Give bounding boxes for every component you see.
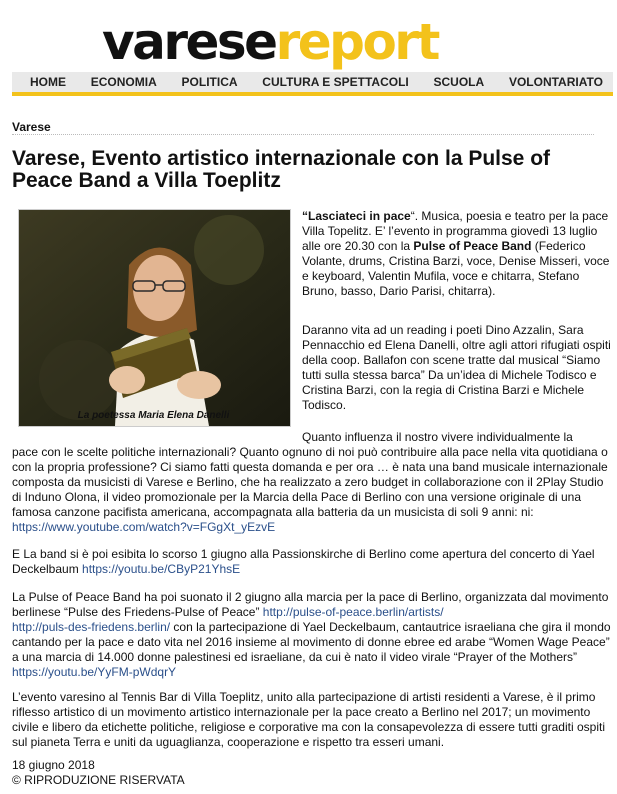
youtube-link-1[interactable]: https://www.youtube.com/watch?v=FGgXt_yEzvE [12, 520, 276, 534]
question-paragraph-start: Quanto influenza il nostro vivere individualmente la [302, 430, 573, 444]
divider [12, 134, 594, 135]
article-photo [18, 209, 291, 427]
question-paragraph: pace con le scelte politiche internazionali? Quanto ognuno di noi può contribuire alla pace nella vita quotidiana o con la propria professione? Ci siamo fatti questa domanda e per ora … è nata una band musicale internazionale composta da musicisti di Varese e Berlino, che ha realizzato a zero budget in collaborazione con il 2Play Studio di Induno Olona, il video promozionale per la Marcia della Pace di Berlino con una versione originale di una famosa canzone pacifista americana, accompagnata alla batteria da un musicista di soli 9 anni: ni: https://www.youtube.com/watch?v=FGgXt_yEzvE [12, 445, 608, 534]
youtube-link-3[interactable]: https://youtu.be/YyFM-pWdqrY [12, 665, 177, 679]
passionskirche-paragraph: E La band si è poi esibita lo scorso 1 giugno alla Passionskirche di Berlino come apertura del concerto di Yael Deckelbaum https://youtu.be/CByP21YhsE [12, 547, 595, 576]
reading-paragraph: Daranno vita ad un reading i poeti Dino Azzalin, Sara Pennacchio ed Elena Danelli, oltre agli attori rifugiati ospiti della coop. Ballafon con scene tratte dal musical “Siamo tutti sulla stessa barca” Da un’idea di Michele Todisco e Cristina Barzi, con la regia di Cristina Barzi e Michele Todisco. [302, 323, 611, 412]
youtube-link-2[interactable]: https://youtu.be/CByP21YhsE [82, 562, 241, 576]
puls-des-friedens-link[interactable]: http://puls-des-friedens.berlin/ [12, 620, 171, 634]
intro-paragraph: “Lasciateci in pace“. Musica, poesia e teatro per la pace Villa Topelitz. E’ l’evento in programma giovedì 13 luglio alle ore 20.30 con la Pulse of Peace Band (Federico Volante, drums, Cristina Barzi, voce, Denise Misseri, voce e keyboard, Valentin Mufila, voce e chitarra, Stefano Bruno, basso, Dario Parisi, chitarra). [302, 209, 610, 298]
copyright-notice: © RIPRODUZIONE RISERVATA [12, 773, 185, 787]
nav-politica[interactable]: POLITICA [181, 75, 238, 89]
nav-scuola[interactable]: SCUOLA [433, 75, 485, 89]
article-title: Varese, Evento artistico internazionale con la Pulse of Peace Band a Villa Toeplitz [12, 147, 551, 192]
closing-paragraph: L’evento varesino al Tennis Bar di Villa Toeplitz, unito alla partecipazione di artisti residenti a Varese, è il primo riflesso artistico di un movimento artistico internazionale per la pace creato a Berlino nel 2017; un movimento civile e libero da etichette politiche, religiose e corporative ma con la consapevolezza di essere tutti graditi ospiti sul pianeta Terra e uniti da uguaglianza, cooperazione e rispetto tra esseri umani. [12, 690, 605, 749]
section-label[interactable]: Varese [12, 120, 51, 134]
photo-caption: La poetessa Maria Elena Danelli [77, 410, 230, 421]
pulse-of-peace-link[interactable]: http://pulse-of-peace.berlin/artists/ [262, 605, 444, 619]
nav-economia[interactable]: ECONOMIA [90, 75, 157, 89]
nav-home[interactable]: HOME [30, 75, 66, 89]
nav-volontariato[interactable]: VOLONTARIATO [508, 75, 603, 89]
nav-cultura[interactable]: CULTURA E SPETTACOLI [262, 75, 409, 89]
site-logo[interactable]: varesereport [102, 13, 438, 71]
publish-date: 18 giugno 2018 [12, 758, 95, 772]
march-paragraph: La Pulse of Peace Band ha poi suonato il 2 giugno alla marcia per la pace di Berlino, organizzata dal movimento berlinese “Pulse des Friedens-Pulse of Peace” http://pulse-of-peace.berlin/artists/ http://puls-des-friedens.berlin/ con la partecipazione di Yael Deckelbaum, cantautrice israeliana che gira il mondo cantando per la pace e dato vita nel 2016 insieme al movimento di donne ebree ed arabe “Women Wage Peace” a una marcia di 14.000 donne palestinesi ed israeliane, da cui è nato il video virale “Prayer of the Mothers” https://youtu.be/YyFM-pWdqrY [12, 590, 611, 679]
main-nav [12, 72, 613, 96]
